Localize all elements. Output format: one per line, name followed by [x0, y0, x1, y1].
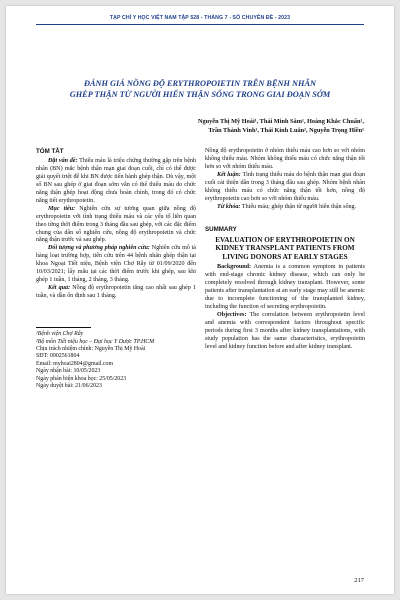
- abstract-result: [36, 285, 196, 301]
- conclusion-label: Kết luận:: [217, 171, 241, 178]
- received-date: Ngày nhận bài: 10/05/2023: [36, 368, 101, 375]
- summary-background-text: Anemia is a common symptom in patients with end-stage chronic kidney disease, which can only be completely resolved through kidney transplant. However, some patients after transplantation at an early stage may still be anemic due to incomplete functioning of the transplanted kidney, including the function of secreting erythropoietin.: [205, 264, 365, 311]
- email-address: Email: myhoai2804@gmail.com: [36, 360, 114, 367]
- document-page: [6, 6, 394, 594]
- review-date: Ngày phản biện khoa học: 25/05/2023: [36, 375, 127, 382]
- summary-objectives: [205, 312, 365, 352]
- title-line-2: GHÉP THẬN TỪ NGƯỜI HIẾN THẬN SỐNG TRONG GIAI ĐOẠN SỚM: [69, 90, 331, 99]
- keywords-text: Thiếu máu; ghép thận từ người hiến thận sống.: [240, 203, 357, 210]
- summary-background-label: Background:: [217, 264, 252, 271]
- journal-header: TẠP CHÍ Y HỌC VIỆT NAM TẬP 528 - THÁNG 7 - SỐ CHUYÊN ĐỀ - 2023: [109, 15, 291, 21]
- abstract-conclusion: [205, 172, 365, 204]
- result-continued: Nồng độ erythropoietin ở nhóm thiếu máu cao hơn so với nhóm không thiếu máu. Nhóm không thiếu máu có chức năng thận tốt hơn so với nhóm thiếu máu.: [205, 148, 365, 170]
- affiliation-1: ¹Bệnh viện Chợ Rẫy: [36, 331, 84, 338]
- affiliation-2: ²Bộ môn Tiết niệu học – Đại học Y Dược TP.HCM: [36, 338, 155, 345]
- result-text: Nồng độ erythropoietin tăng cao nhất sau ghép 1 tuần, và dần ổn định sau 1 tháng.: [36, 285, 197, 300]
- english-title: EVALUATION OF ERYTHROPOIETIN ON KIDNEY TRANSPLANT PATIENTS FROM LIVING DONORS AT EARLY STAGES: [215, 235, 355, 261]
- accepted-date: Ngày duyệt bài: 21/06/2023: [36, 382, 102, 389]
- objective-text: Nghiên cứu sự tương quan giữa nồng độ erythropoietin với tình trạng thiếu máu và các yếu tố liên quan theo từng thời điểm trong 3 tháng đầu sau ghép, với các đặc điểm chung của dân số nghiên cứu, nồng độ erythropoietin và chức năng thận trước và sau ghép.: [36, 205, 197, 244]
- footnote-divider: [36, 327, 91, 328]
- conclusion-text: Tình trạng thiếu máu do bệnh thận mạn giai đoạn cuối cải thiện dần trong 3 tháng đầu sau ghép. Nhóm bệnh nhân không thiếu máu có chức năng thận tốt hơn, nồng độ erythropoietin cao hơn so với nhóm thiếu máu.: [205, 171, 365, 202]
- corresponding-author: Chịu trách nhiệm chính: Nguyễn Thị Mỹ Hoài: [36, 345, 146, 352]
- background-text: Thiếu máu là triệu chứng thường gặp trên bệnh nhân (BN) mắc bệnh thận mạn giai đoạn cuối, chỉ có thể được giải quyết triệt để khi BN được tiến hành ghép thận. Dù vậy, một số BN sau ghép ở giai đoạn sớm vẫn có thể thiếu máu do chức năng thận ghép hoạt động chưa hoàn chỉnh, trong đó có chức năng tiết erythropoietin.: [36, 157, 196, 204]
- header-divider: [36, 24, 364, 25]
- title-line-1: ĐÁNH GIÁ NỒNG ĐỘ ERYTHROPOIETIN TRÊN BỆNH NHÂN: [84, 79, 316, 88]
- summary-objectives-text: The correlation between erythropoietin level and anemia with correspondent factors throughout specific periods during first 3 months after kidney transplantations, with study population has the same characteristics, erythropoietin level and kidney function before and after kidney transplant.: [205, 312, 365, 350]
- method-text: Nghiên cứu mô tả hàng loạt trường hợp, tiến cứu trên 44 bệnh nhân ghép thận tại khoa Ngoại Tiết niệu, Bệnh viện Chợ Rẫy từ 01/09/2020 đến 10/03/2021; lấy mẫu tại các thời điểm trước khi ghép, sau khi ghép 1 tuần, 1 tháng, 2 tháng, 3 tháng.: [36, 245, 196, 284]
- authors-line-1: Nguyễn Thị Mỹ Hoài¹, Thái Minh Sâm¹, Hoàng Khắc Chuẩn¹,: [197, 118, 364, 125]
- summary-objectives-label: Objectives:: [217, 312, 247, 319]
- author-list: [156, 118, 364, 135]
- keywords: [205, 204, 365, 212]
- phone-number: SĐT: 0902561804: [36, 353, 80, 360]
- right-column: [205, 148, 365, 352]
- abstract-objective: [36, 206, 196, 246]
- abstract-background: [36, 158, 196, 206]
- summary-background: [205, 264, 365, 312]
- page-number: 217: [354, 577, 364, 584]
- keywords-label: Từ khóa:: [217, 203, 241, 210]
- summary-heading: SUMMARY: [205, 225, 237, 233]
- method-label: Đối tượng và phương pháp nghiên cứu:: [48, 245, 150, 252]
- footnotes: [36, 331, 196, 390]
- article-title: [30, 78, 370, 100]
- left-column: [36, 148, 196, 390]
- abstract-heading: TÓM TẮT: [36, 148, 64, 155]
- result-label: Kết quả:: [48, 285, 71, 292]
- abstract-method: [36, 245, 196, 285]
- objective-label: Mục tiêu:: [48, 205, 76, 212]
- authors-line-2: Trần Thành Vinh¹, Thái Kinh Luân², Nguyễn Trọng Hiền¹: [208, 126, 364, 134]
- background-label: Đặt vấn đề:: [48, 157, 78, 164]
